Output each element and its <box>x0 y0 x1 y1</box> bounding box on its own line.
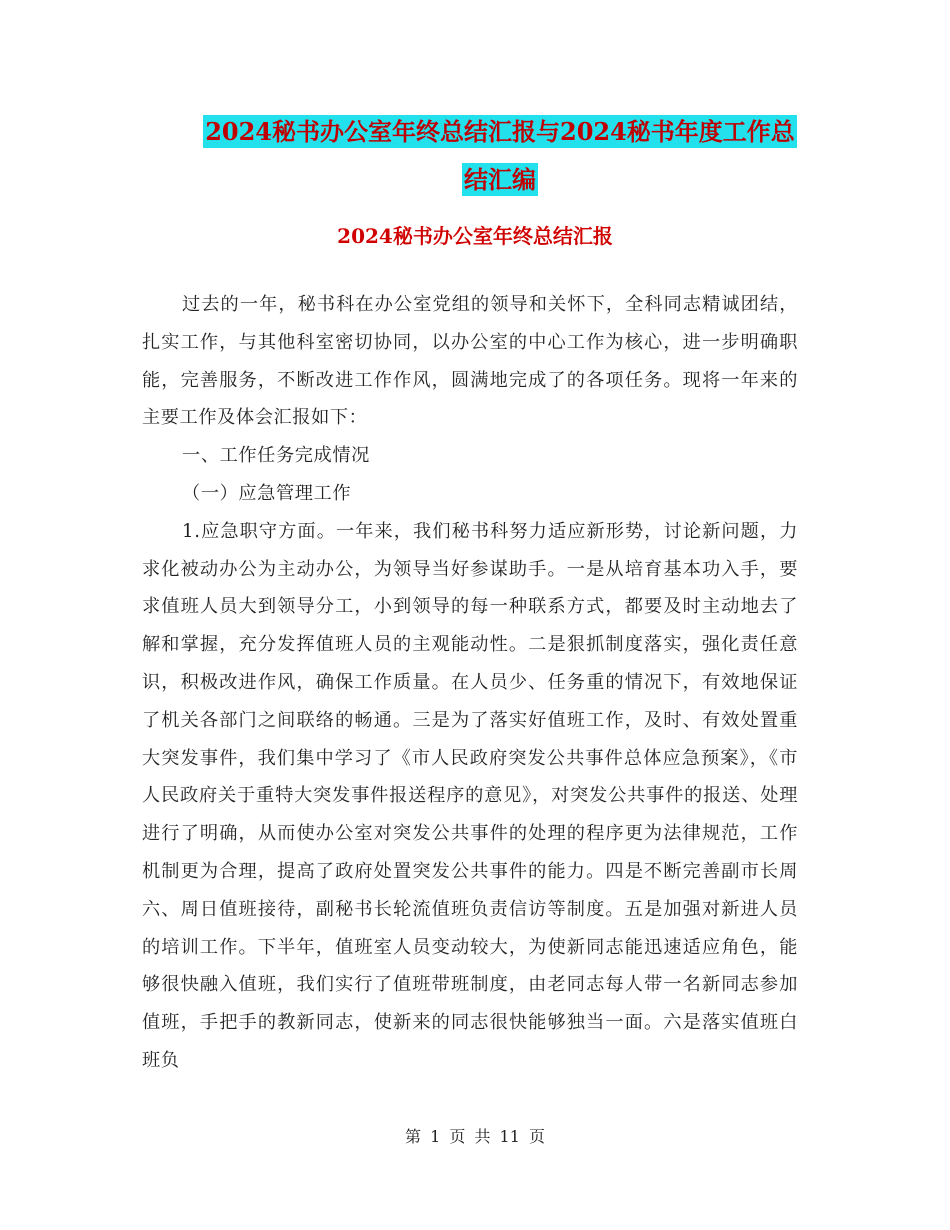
document-title <box>150 108 850 204</box>
document-body <box>142 286 798 1080</box>
page-footer: 第 1 页 共 11 页 <box>405 1127 545 1146</box>
section-subtitle: 2024秘书办公室年终总结汇报 <box>337 224 613 248</box>
title-line-2: 结汇编 <box>464 165 536 194</box>
body-paragraph-1: 1.应急职守方面。一年来，我们秘书科努力适应新形势，讨论新问题，力求化被动办公为主动办公，为领导当好参谋助手。一是从培育基本功入手，要求值班人员大到领导分工，小到领导的每一种联系方式，都要及时主动地去了解和掌握，充分发挥值班人员的主观能动性。二是狠抓制度落实，强化责任意识，积极改进作风，确保工作质量。在人员少、任务重的情况下，有效地保证了机关各部门之间联络的畅通。三是为了落实好值班工作，及时、有效处置重大突发事件，我们集中学习了《市人民政府突发公共事件总体应急预案》，《市人民政府关于重特大突发事件报送程序的意见》，对突发公共事件的报送、处理进行了明确，从而使办公室对突发公共事件的处理的程序更为法律规范，工作机制更为合理，提高了政府处置突发公共事件的能力。四是不断完善副市长周六、周日值班接待，副秘书长轮流值班负责信访等制度。五是加强对新进人员的培训工作。下半年，值班室人员变动较大，为使新同志能迅速适应角色，能够很快融入值班，我们实行了值班带班制度，由老同志每人带一名新同志参加值班，手把手的教新同志，使新来的同志很快能够独当一面。六是落实值班白班负 <box>142 520 798 1071</box>
section-heading-1: 一、工作任务完成情况 <box>182 445 370 467</box>
intro-paragraph: 过去的一年，秘书科在办公室党组的领导和关怀下，全科同志精诚团结，扎实工作，与其他科室密切协同，以办公室的中心工作为核心，进一步明确职能，完善服务，不断改进工作作风，圆满地完成了的各项任务。现将一年来的主要工作及体会汇报如下： <box>142 294 798 429</box>
title-line-1: 2024秘书办公室年终总结汇报与2024秘书年度工作总 <box>205 117 795 146</box>
subsection-heading-1: （一）应急管理工作 <box>182 482 352 504</box>
